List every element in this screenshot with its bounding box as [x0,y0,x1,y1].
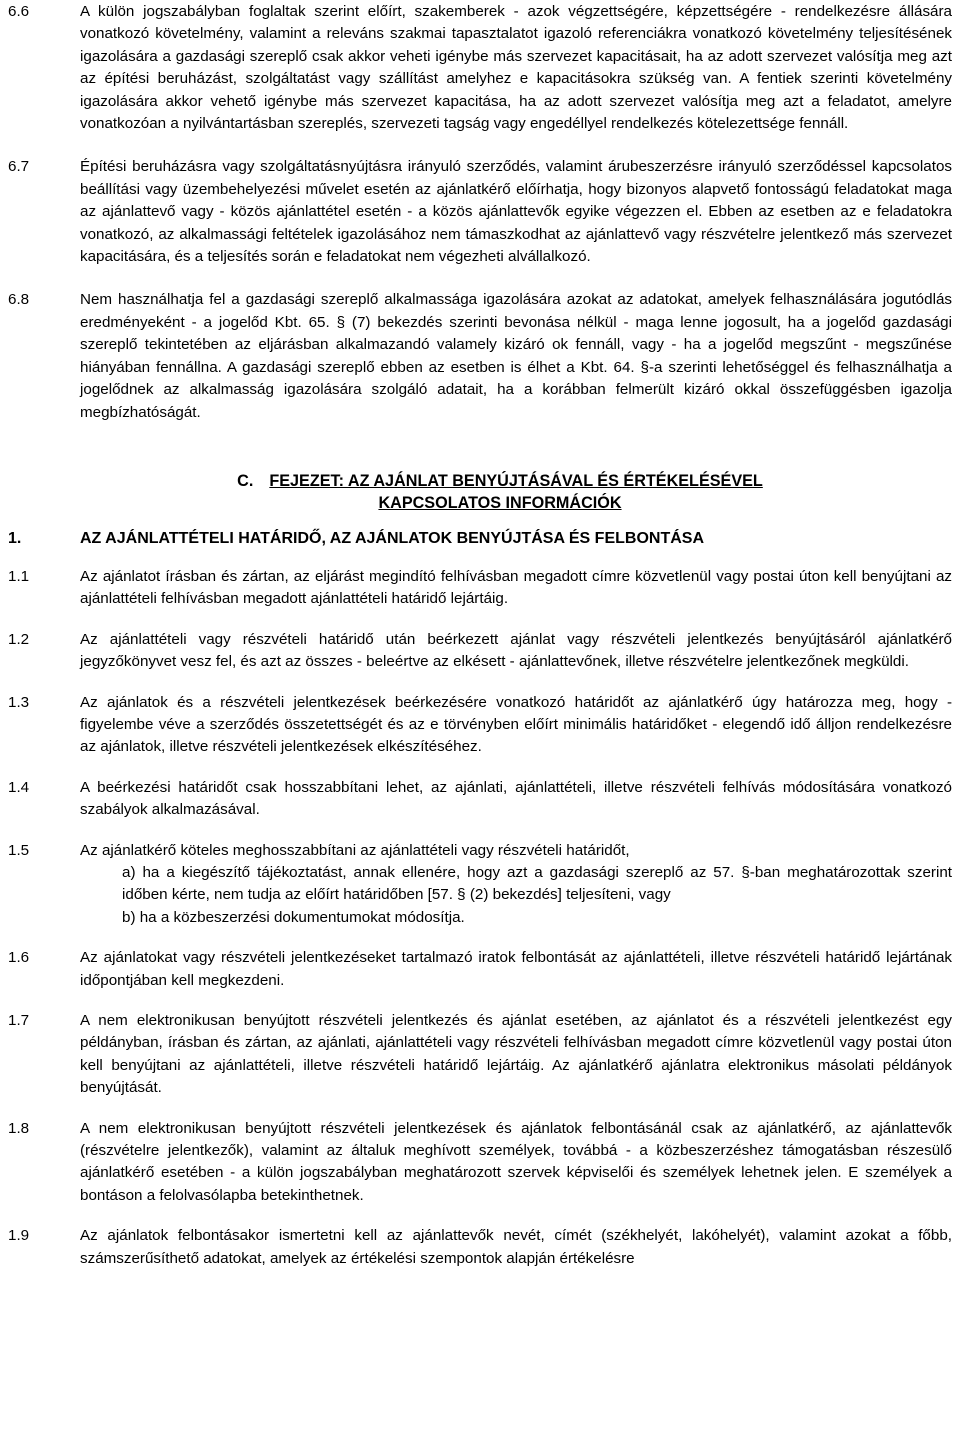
chapter-heading [190,470,810,514]
paragraph-text: A külön jogszabályban foglaltak szerint előírt, szakemberek - azok végzettségére, képzettségére - rendelkezésre állására vonatkozó követelmény, valamint a releváns szakmai tapasztalatot igazoló referenciákra vonatkozó követelmény teljesítésének igazolására a gazdasági szereplő csak akkor veheti igénybe más szervezet kapacitásait, ha az adott szervezet valósítja meg azt az építési beruházást, szolgáltatást vagy szállítást amelyhez e kapacitásokra szükség van. A fentiek szerinti követelmény igazolására akkor vehető igénybe más szervezet kapacitása, ha az adott szervezet valósítja meg azt a feladatot, amelyre vonatkozóan a nyilvántartásban szereplés, szervezeti tagság vagy engedéllyel rendelkezés kötelezettsége fennáll. [80,3,952,133]
subsection-number: 1.5 [8,841,30,859]
section-number: 1. [8,529,22,547]
subsection-number: 1.4 [8,778,30,796]
subsection-text: Az ajánlatkérő köteles meghosszabbítani az ajánlattételi vagy részvételi határidőt, [80,841,630,859]
subsection-number: 1.6 [8,949,30,967]
subsection-number: 1.3 [8,693,30,711]
subsection-1-4 [0,777,960,822]
subsection-number: 1.8 [8,1119,30,1137]
subsection-number: 1.7 [8,1012,30,1029]
subsection-text: Az ajánlatok és a részvételi jelentkezések beérkezésére vonatkozó határidőt az ajánlatkérő úgy határozza meg, hogy - figyelembe véve a szerződés összetettségét és az e törvényben előírt minimális határidőket - elegendő idő álljon rendelkezésre az ajánlatok, illetve részvételi jelentkezések elkészítéséhez. [80,693,952,756]
subsection-text: Az ajánlatokat vagy részvételi jelentkezéseket tartalmazó iratok felbontását az ajánlattételi, illetve részvételi határidő lejártának időpontjában kell megkezdeni. [80,949,952,989]
subsection-1-3 [0,692,960,759]
subsection-1-1 [0,566,960,611]
subsection-1-2 [0,629,960,674]
paragraph-number: 6.7 [8,158,30,176]
subsection-text: Az ajánlatot írásban és zártan, az eljárást megindító felhívásban megadott címre közvetlenül vagy postai úton kell benyújtani az ajánlattételi felhívásban megadott ajánlattételi határidő lejártáig. [80,567,952,608]
list-item-b: b) ha a közbeszerzési dokumentumokat módosítja. [122,908,465,926]
paragraph-text: Nem használhatja fel a gazdasági szereplő alkalmassága igazolására azokat az adatokat, amelyek felhasználására jogutódlás eredményeként - a jogelőd Kbt. 65. § (7) bekezdés szerinti bevonása nélkül - maga lenne jogosult, ha a jogelőd gazdasági szereplő tekintetében az eljárásban alkalmazandó valamely kizáró ok fennáll, vagy - ha a jogelőd megszűnt - megszűnése hiányában fennállna. A gazdasági szereplő ebben az esetben is élhet a Kbt. 64. §-a szerinti lehetőséggel és felhasználhatja a jogelődnek az alkalmasság igazolására szolgáló adatait, ha a korábban felmerült kizáró okkal összefüggésben igazolja megbízhatóságát. [80,291,952,421]
paragraph-6-7 [0,156,960,268]
subsection-1-7 [0,1010,960,1100]
paragraph-6-6 [0,1,960,135]
subsection-1-5 [0,840,960,930]
subsection-1-8 [0,1118,960,1208]
paragraph-6-8 [0,289,960,423]
paragraph-text: Építési beruházásra vagy szolgáltatásnyújtásra irányuló szerződés, valamint árubeszerzésre irányuló szerződéssel kapcsolatos beállítási vagy üzembehelyezési művelet esetén az ajánlatkérő előírhatja, hogy bizonyos alapvető fontosságú feladatokat maga az ajánlattevő vagy - közös ajánlattétel esetén - a közös ajánlattevők egyike végezzen el. Ebben az esetben az e feladatokra vonatkozó, az alkalmassági feltételek igazolásához nem támaszkodhat az ajánlattevő vagy részvételre jelentkező más szervezet kapacitására, és a teljesítés során e feladatokat nem végezheti alvállalkozó. [80,158,952,266]
subsection-text: Az ajánlattételi vagy részvételi határidő után beérkezett ajánlat vagy részvételi jelentkezés benyújtásáról ajánlatkérő jegyzőkönyvet vesz fel, és azt az összes - beleértve az elkésett - ajánlattevőnek, illetve részvételre jelentkezőnek megküldi. [80,630,952,671]
paragraph-number: 6.6 [8,3,30,20]
subsection-text: A nem elektronikusan benyújtott részvételi jelentkezés és ajánlat esetében, az ajánlatot és a részvételi jelentkezést egy példányban, írásban és zártan, az ajánlati, ajánlattételi vagy részvételi felhívásban megadott címre közvetlenül vagy postai úton kell benyújtani az ajánlattételi, illetve részvételi határidő lejártáig. Az ajánlatkérő ajánlatra elektronikus másolati példányok benyújtását. [80,1012,952,1097]
section-heading [0,528,960,550]
chapter-label: C. [237,471,254,490]
list-item-a: a) ha a kiegészítő tájékoztatást, annak ellenére, hogy azt a gazdasági szereplő az 57. §-ban meghatározottak szerint időben kérte, nem tudja az előírt határidőben [57. § (2) bekezdés] teljesíteni, vagy [122,863,952,904]
subsection-number: 1.2 [8,630,30,648]
subsection-text: Az ajánlatok felbontásakor ismertetni kell az ajánlattevők nevét, címét (székhelyét, lakóhelyét), valamint azokat a főbb, számszerűsíthető adatokat, amelyek az értékelési szempontok alapján értékelésre [80,1227,952,1267]
subsection-1-9 [0,1225,960,1270]
subsection-number: 1.1 [8,567,30,585]
subsection-1-6 [0,947,960,992]
subsection-text: A beérkezési határidőt csak hosszabbítani lehet, az ajánlati, ajánlattételi, illetve részvételi felhívás módosítására vonatkozó szabályok alkalmazásával. [80,778,952,819]
chapter-title: FEJEZET: AZ AJÁNLAT BENYÚJTÁSÁVAL ÉS ÉRTÉKELÉSÉVEL KAPCSOLATOS INFORMÁCIÓK [269,471,763,512]
section-title: AZ AJÁNLATTÉTELI HATÁRIDŐ, AZ AJÁNLATOK BENYÚJTÁSA ÉS FELBONTÁSA [80,529,704,547]
paragraph-number: 6.8 [8,291,30,309]
subsection-text: A nem elektronikusan benyújtott részvételi jelentkezések és ajánlatok felbontásánál csak az ajánlatkérő, az ajánlattevők (részvételre jelentkezők), valamint az általuk meghívott személyek, továbbá - a közbeszerzéshez támogatásban részesülő ajánlatkérő esetében - a külön jogszabályban meghatározott szervek képviselői és személyek lehetnek jelen. E személyek a bontáson a felolvasólapba betekinthetnek. [80,1119,952,1204]
subsection-number: 1.9 [8,1227,30,1245]
